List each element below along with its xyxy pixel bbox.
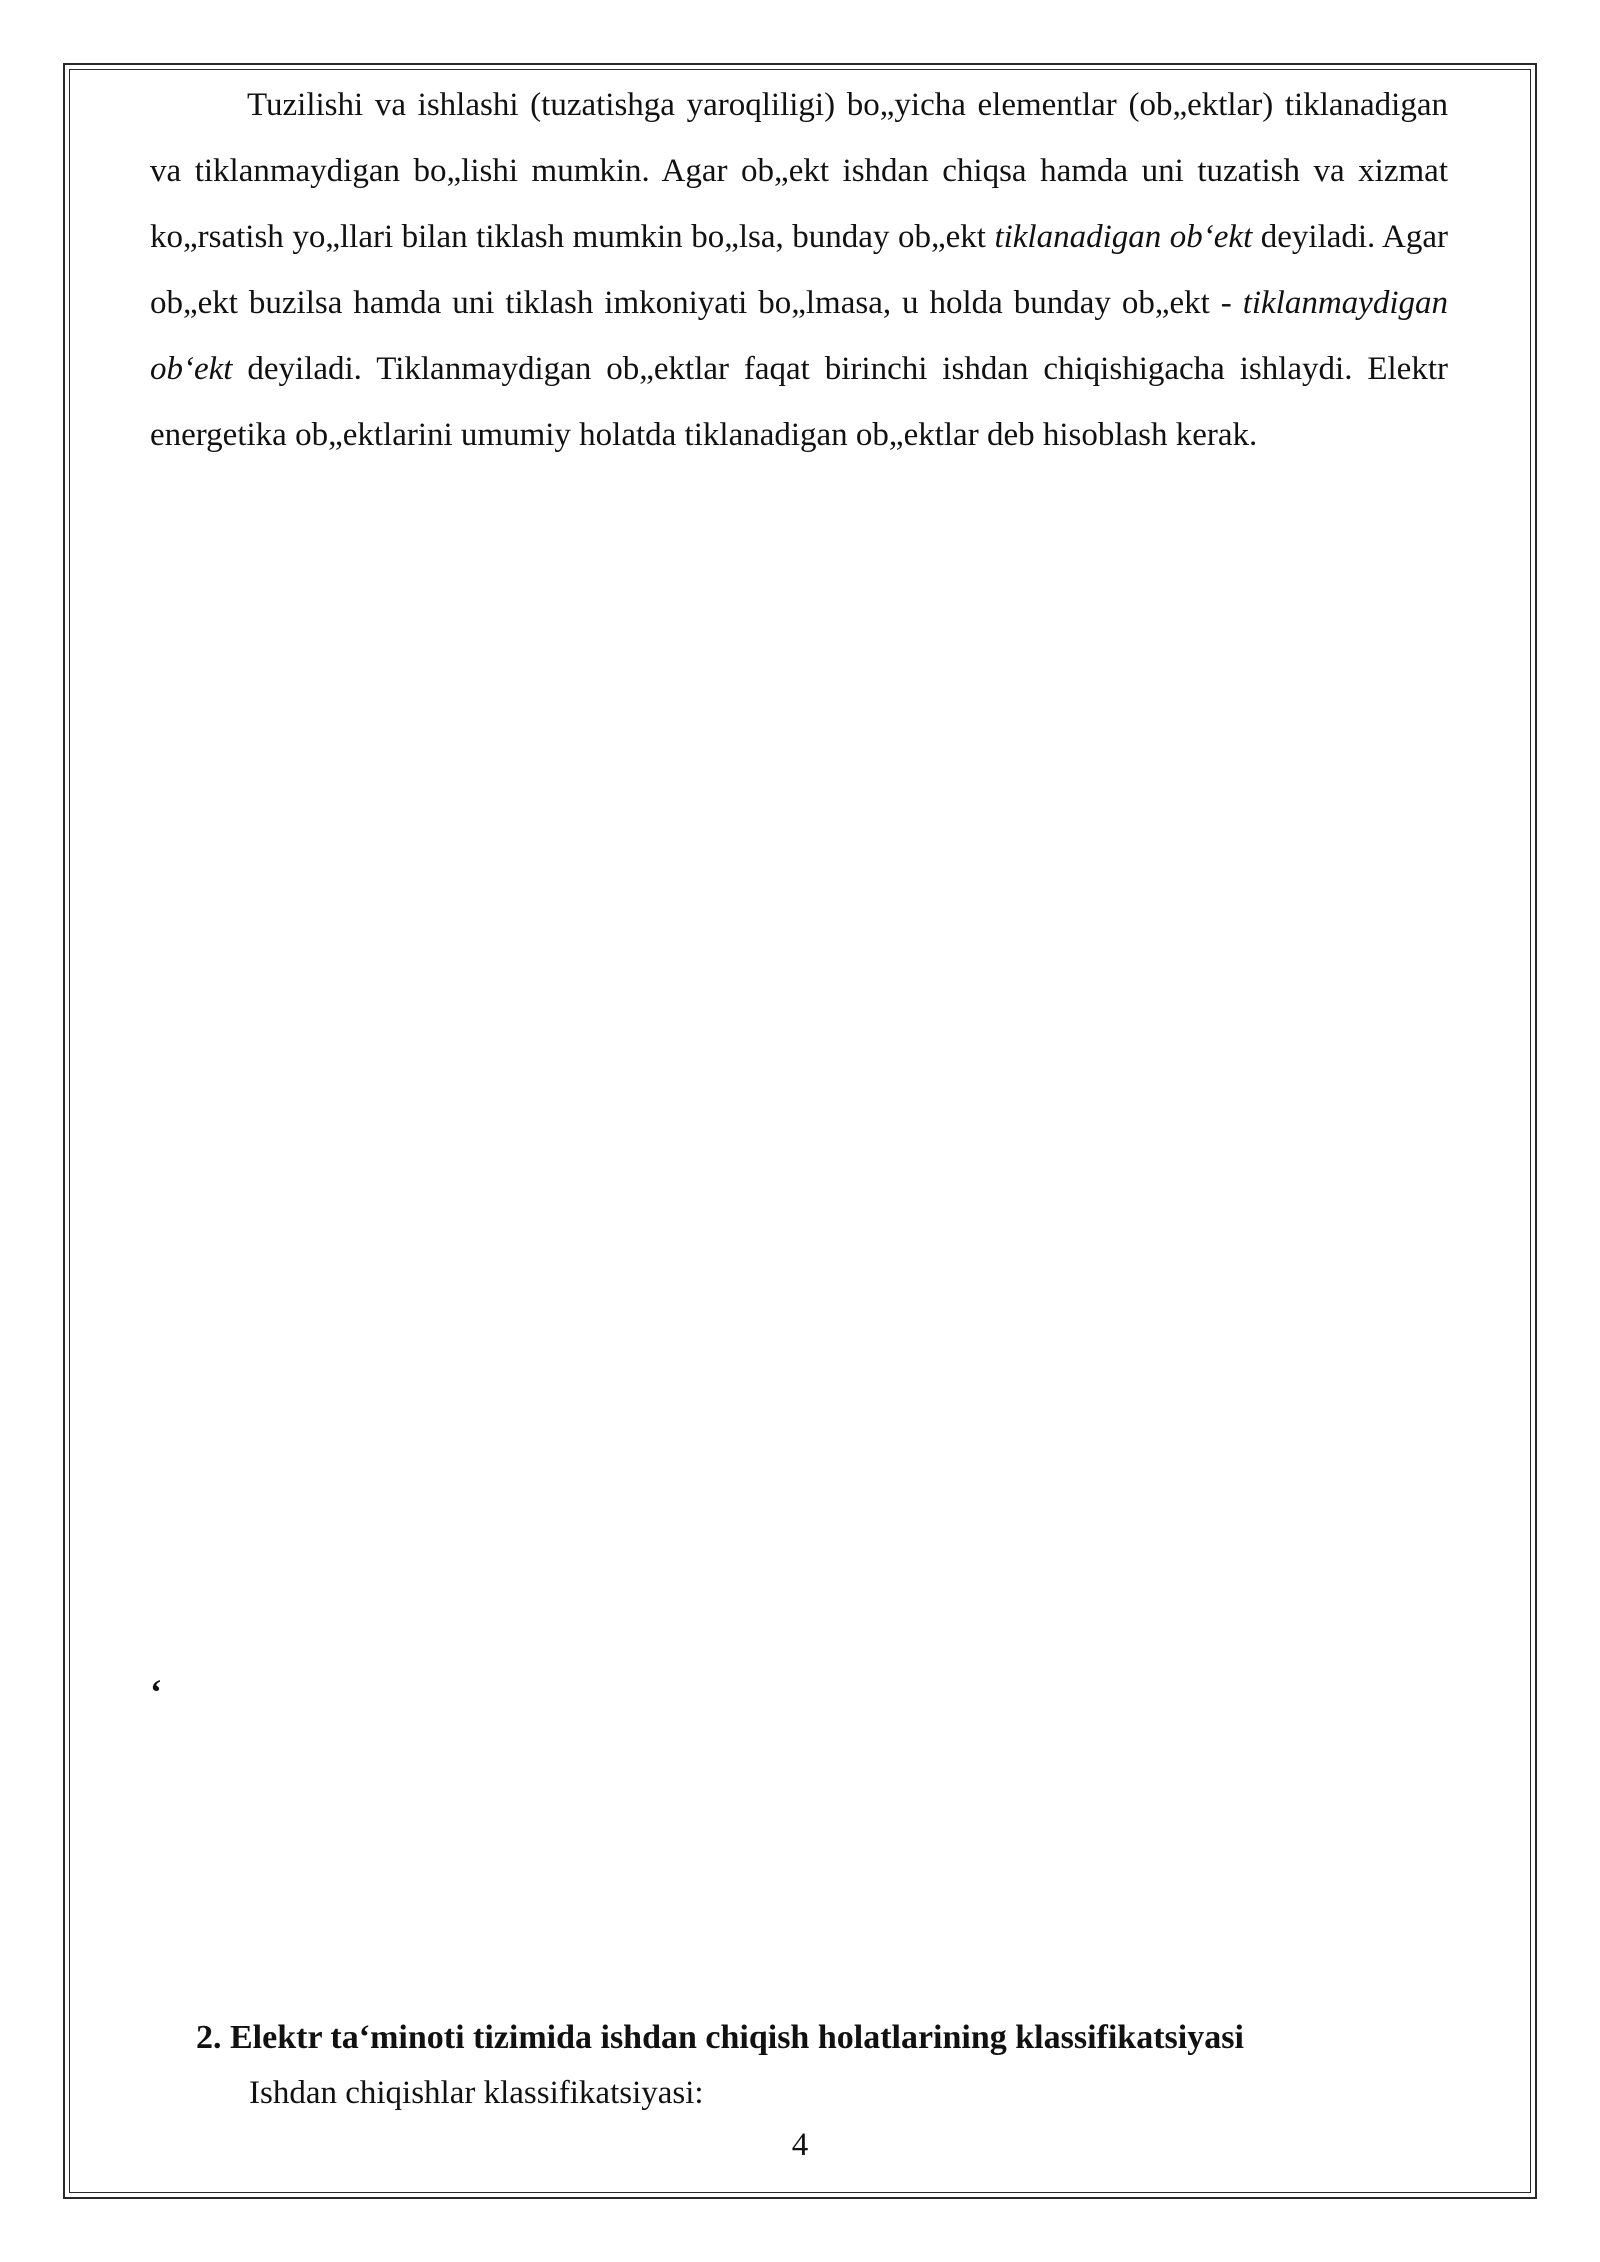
paragraph-text-part-2: deyiladi. Agar ob„ekt buzilsa hamda uni tiklash imkoniyati bo„lmasa, u holda bunday ob„ekt - <box>150 219 1448 321</box>
term-repairable-object: tiklanadigan ob‘ekt <box>994 219 1253 255</box>
paragraph-text-part-3: deyiladi. Tiklanmaydigan ob„ektlar faqat birinchi ishdan chiqishigacha ishlaydi. Elektr energetika ob„ektlarini umumiy holatda tiklanadigan ob„ektlar deb hisoblash kerak. <box>150 351 1448 453</box>
stray-apostrophe-mark: ‘ <box>150 1672 162 1712</box>
term-nonrepairable-object: tiklanmaydigan ob‘ekt <box>150 285 1448 387</box>
paragraph-text-part-1: Tuzilishi va ishlashi (tuzatishga yaroqliligi) bo„yicha elementlar (ob„ektlar) tiklanadigan va tiklanmaydigan bo„lishi mumkin. Agar ob„ekt ishdan chiqsa hamda uni tuzatish va xizmat ko„rsatish yo„llari bilan tiklash mumkin bo„lsa, bunday ob„ekt <box>150 87 1448 255</box>
page-number: 4 <box>791 2127 809 2163</box>
section-lead-text: Ishdan chiqishlar klassifikatsiyasi: <box>249 2075 704 2111</box>
section-heading: 2. Elektr ta‘minoti tizimida ishdan chiqish holatlarining klassifikatsiyasi <box>196 2019 1244 2056</box>
body-paragraph <box>150 72 1448 468</box>
